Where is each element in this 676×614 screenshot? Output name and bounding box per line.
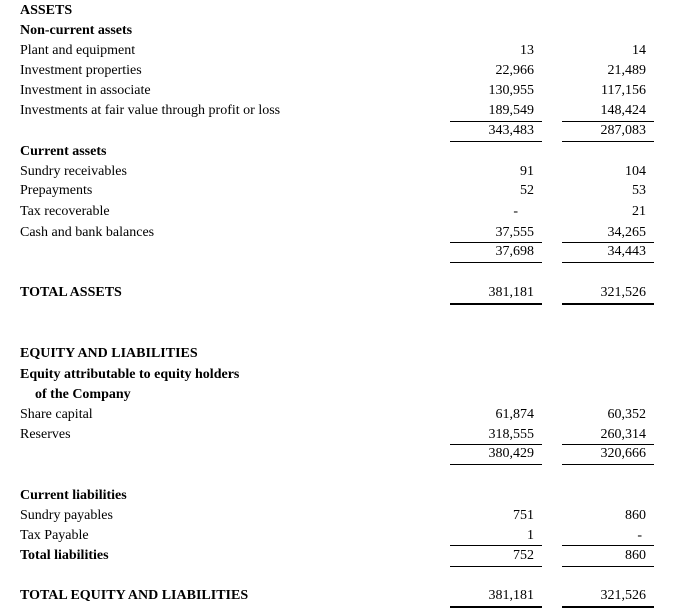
row-label-sundry-payables: Sundry payables [20,508,113,523]
value-sundry-payables-c1: 751 [513,508,534,523]
value-sundry-receivables-c2: 104 [625,164,646,179]
current-assets-heading: Current assets [20,144,107,159]
value-share-capital-c2: 60,352 [607,407,646,422]
row-label-investments-fvtpl: Investments at fair value through profit or loss [20,103,281,118]
value-cash-bank-c2: 34,265 [607,225,646,240]
total-liabilities-c2: 860 [625,548,646,563]
subtotal-non-current-c2: 287,083 [600,123,646,138]
subtotal-underline [450,262,542,263]
value-investment-properties-c1: 22,966 [495,63,534,78]
row-label-investment-properties: Investment properties [20,63,142,78]
subtotal-underline [450,141,542,142]
row-label-cash-bank: Cash and bank balances [20,225,155,240]
value-plant-equipment-c2: 14 [632,43,646,58]
row-label-sundry-receivables: Sundry receivables [20,164,127,179]
subtotal-underline [562,464,654,465]
value-investment-associate-c2: 117,156 [601,83,646,98]
current-liabilities-heading: Current liabilities [20,488,127,503]
value-investments-fvtpl-c1: 189,549 [488,103,534,118]
subtotal-equity-c2: 320,666 [600,446,646,461]
value-share-capital-c1: 61,874 [495,407,534,422]
value-prepayments-c2: 53 [632,183,646,198]
value-tax-payable-c2: - [637,528,642,543]
subtotal-equity-c1: 380,429 [488,446,534,461]
value-sundry-payables-c2: 860 [625,508,646,523]
subtotal-underline [562,141,654,142]
total-double-rule [450,606,542,608]
subtotal-underline [562,566,654,567]
row-label-reserves: Reserves [20,427,71,442]
total-equity-liabilities-c1: 381,181 [488,588,534,603]
total-liabilities-label: Total liabilities [20,548,109,563]
subtotal-underline [450,464,542,465]
total-assets-label: TOTAL ASSETS [20,285,122,300]
value-tax-payable-c1: 1 [527,528,534,543]
equity-heading-line1: Equity attributable to equity holders [20,367,240,382]
value-investments-fvtpl-c2: 148,424 [600,103,646,118]
row-label-tax-recoverable: Tax recoverable [20,204,110,219]
value-cash-bank-c1: 37,555 [495,225,534,240]
total-double-rule [562,606,654,608]
total-double-rule [450,303,542,305]
row-label-investment-associate: Investment in associate [20,83,151,98]
subtotal-non-current-c1: 343,483 [488,123,534,138]
total-equity-liabilities-label: TOTAL EQUITY AND LIABILITIES [20,588,249,603]
subtotal-current-assets-c2: 34,443 [607,244,646,259]
equity-heading-line2: of the Company [35,387,131,402]
row-label-prepayments: Prepayments [20,183,93,198]
value-investment-associate-c1: 130,955 [488,83,534,98]
value-plant-equipment-c1: 13 [520,43,534,58]
subtotal-current-assets-c1: 37,698 [495,244,534,259]
row-label-tax-payable: Tax Payable [20,528,89,543]
row-label-share-capital: Share capital [20,407,93,422]
value-tax-recoverable-c1: - [513,204,518,219]
total-assets-c2: 321,526 [600,285,646,300]
value-investment-properties-c2: 21,489 [607,63,646,78]
value-sundry-receivables-c1: 91 [520,164,534,179]
subtotal-underline [562,262,654,263]
total-equity-liabilities-c2: 321,526 [600,588,646,603]
total-liabilities-c1: 752 [513,548,534,563]
total-double-rule [562,303,654,305]
equity-liabilities-heading: EQUITY AND LIABILITIES [20,346,198,361]
total-assets-c1: 381,181 [488,285,534,300]
value-reserves-c1: 318,555 [488,427,534,442]
subtotal-underline [450,566,542,567]
value-prepayments-c1: 52 [520,183,534,198]
row-label-plant-equipment: Plant and equipment [20,43,136,58]
assets-heading: ASSETS [20,3,73,18]
value-reserves-c2: 260,314 [600,427,646,442]
value-tax-recoverable-c2: 21 [632,204,646,219]
non-current-assets-heading: Non-current assets [20,23,133,38]
